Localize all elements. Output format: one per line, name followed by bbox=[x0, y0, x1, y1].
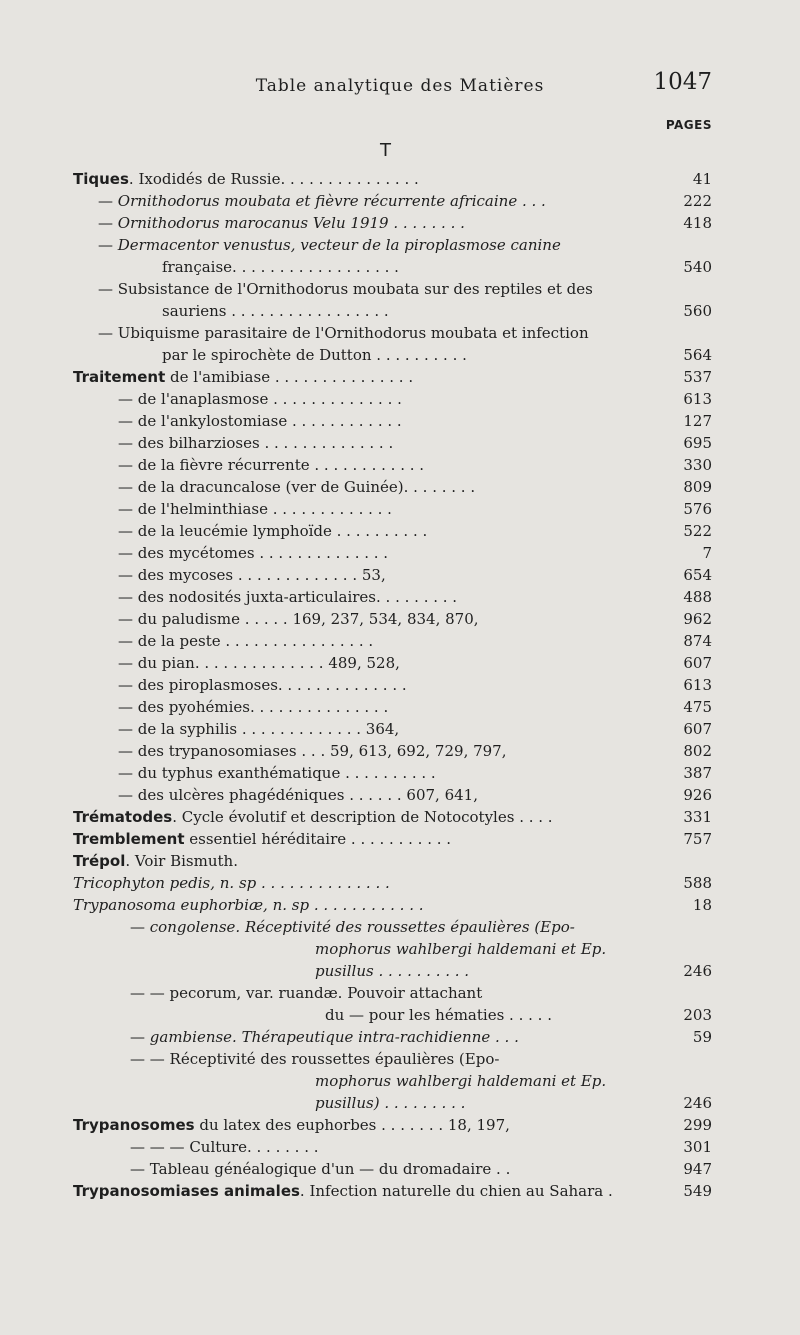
entry-text bbox=[118, 587, 642, 607]
entry-text bbox=[73, 367, 642, 387]
entry-head: Trypanosomes bbox=[73, 1116, 195, 1134]
entry-page: 540 bbox=[683, 258, 712, 276]
entry-body: des bilharzioses . . . . . . . . . . . . . . bbox=[137, 434, 394, 452]
entry-body: du typhus exanthématique . . . . . . . . . . bbox=[137, 764, 436, 782]
entry-text bbox=[315, 1071, 642, 1091]
entry-page: 537 bbox=[683, 368, 712, 386]
index-line bbox=[0, 784, 800, 806]
entry-body: — Réceptivité des roussettes épaulières (Epo- bbox=[149, 1050, 500, 1068]
entry-text bbox=[118, 433, 642, 453]
index-line bbox=[0, 674, 800, 696]
entry-page: 588 bbox=[683, 874, 712, 892]
entry-page: 613 bbox=[683, 676, 712, 694]
entry-body: de l'helminthiase . . . . . . . . . . . . . bbox=[137, 500, 392, 518]
entry-body: essentiel héréditaire . . . . . . . . . . . bbox=[184, 830, 452, 848]
index-line bbox=[0, 190, 800, 212]
entry-text bbox=[73, 873, 642, 893]
entry-body: de l'ankylostomiase . . . . . . . . . . . . bbox=[137, 412, 402, 430]
entry-head: — bbox=[118, 478, 133, 496]
entry-text bbox=[73, 1115, 642, 1135]
index-line bbox=[0, 410, 800, 432]
index-entries bbox=[0, 168, 800, 1202]
index-line bbox=[0, 872, 800, 894]
index-line bbox=[0, 1092, 800, 1114]
index-line bbox=[0, 806, 800, 828]
entry-text bbox=[98, 323, 642, 343]
entry-body: de la fièvre récurrente . . . . . . . . . . . . bbox=[137, 456, 425, 474]
entry-page: 947 bbox=[683, 1160, 712, 1178]
index-line bbox=[0, 234, 800, 256]
entry-page: 607 bbox=[683, 654, 712, 672]
pages-column-label: PAGES bbox=[665, 118, 712, 132]
index-line bbox=[0, 916, 800, 938]
entry-page: 802 bbox=[683, 742, 712, 760]
entry-head: — bbox=[118, 764, 133, 782]
index-line bbox=[0, 1026, 800, 1048]
entry-text bbox=[118, 741, 642, 761]
page-number: 1047 bbox=[653, 69, 712, 95]
index-line bbox=[0, 894, 800, 916]
entry-text bbox=[130, 917, 642, 937]
index-line bbox=[0, 520, 800, 542]
entry-page: 607 bbox=[683, 720, 712, 738]
entry-text bbox=[118, 389, 642, 409]
entry-page: 330 bbox=[683, 456, 712, 474]
entry-text bbox=[118, 763, 642, 783]
entry-body: des piroplasmoses. . . . . . . . . . . . . . bbox=[137, 676, 407, 694]
entry-page: 203 bbox=[683, 1006, 712, 1024]
entry-text bbox=[73, 169, 642, 189]
index-line bbox=[0, 982, 800, 1004]
entry-text bbox=[73, 1181, 642, 1201]
index-line bbox=[0, 652, 800, 674]
index-line bbox=[0, 630, 800, 652]
index-line bbox=[0, 740, 800, 762]
entry-page: 549 bbox=[683, 1182, 712, 1200]
entry-text bbox=[98, 279, 642, 299]
entry-page: 757 bbox=[683, 830, 712, 848]
entry-head: — bbox=[118, 654, 133, 672]
index-line bbox=[0, 542, 800, 564]
entry-head: — bbox=[98, 192, 113, 210]
entry-head: — bbox=[98, 324, 113, 342]
entry-page: 301 bbox=[683, 1138, 712, 1156]
entry-body: de l'amibiase . . . . . . . . . . . . . . . bbox=[165, 368, 414, 386]
index-line bbox=[0, 1180, 800, 1202]
entry-text bbox=[118, 543, 642, 563]
entry-body: congolense. Réceptivité des roussettes épaulières (Epo- bbox=[149, 918, 575, 936]
entry-text bbox=[118, 455, 642, 475]
entry-page: 576 bbox=[683, 500, 712, 518]
index-line bbox=[0, 168, 800, 190]
entry-text bbox=[130, 1137, 642, 1157]
entry-text bbox=[118, 411, 642, 431]
entry-page: 809 bbox=[683, 478, 712, 496]
entry-text bbox=[98, 235, 642, 255]
entry-body: française. . . . . . . . . . . . . . . . . . bbox=[162, 258, 399, 276]
entry-page: 7 bbox=[702, 544, 712, 562]
entry-page: 59 bbox=[692, 1028, 712, 1046]
entry-head: — bbox=[130, 984, 145, 1002]
entry-head: — bbox=[118, 434, 133, 452]
entry-head: — bbox=[118, 456, 133, 474]
entry-body: . Ixodidés de Russie. . . . . . . . . . . . . . . bbox=[128, 170, 419, 188]
entry-head: — bbox=[118, 742, 133, 760]
index-line bbox=[0, 1136, 800, 1158]
entry-page: 18 bbox=[692, 896, 712, 914]
entry-page: 418 bbox=[683, 214, 712, 232]
index-line bbox=[0, 564, 800, 586]
entry-body: Ornithodorus marocanus Velu 1919 . . . . . . . . bbox=[117, 214, 465, 232]
entry-body: par le spirochète de Dutton . . . . . . . . . . bbox=[162, 346, 467, 364]
index-line bbox=[0, 256, 800, 278]
entry-head: — bbox=[130, 1138, 145, 1156]
entry-body: — — Culture. . . . . . . . bbox=[149, 1138, 319, 1156]
entry-text bbox=[315, 939, 642, 959]
entry-head: — bbox=[118, 786, 133, 804]
entry-text bbox=[118, 477, 642, 497]
entry-body: mophorus wahlbergi haldemani et Ep. bbox=[315, 1072, 607, 1090]
index-line bbox=[0, 366, 800, 388]
entry-body: . Infection naturelle du chien au Sahara . bbox=[299, 1182, 613, 1200]
entry-text bbox=[118, 609, 642, 629]
entry-head: — bbox=[118, 698, 133, 716]
entry-body: de la leucémie lymphoïde . . . . . . . . . . bbox=[137, 522, 428, 540]
entry-page: 962 bbox=[683, 610, 712, 628]
index-line bbox=[0, 300, 800, 322]
entry-body: sauriens . . . . . . . . . . . . . . . . . bbox=[162, 302, 389, 320]
entry-head: Traitement bbox=[73, 368, 166, 386]
entry-body: du pian. . . . . . . . . . . . . . 489, 528, bbox=[137, 654, 400, 672]
entry-head: — bbox=[118, 566, 133, 584]
entry-text bbox=[118, 499, 642, 519]
index-line bbox=[0, 1114, 800, 1136]
entry-head: — bbox=[98, 236, 113, 254]
entry-head: — bbox=[118, 676, 133, 694]
entry-head: — bbox=[118, 412, 133, 430]
index-line bbox=[0, 476, 800, 498]
index-line bbox=[0, 718, 800, 740]
entry-page: 222 bbox=[683, 192, 712, 210]
entry-body: Dermacentor venustus, vecteur de la piroplasmose canine bbox=[117, 236, 561, 254]
entry-head: Tiques bbox=[73, 170, 129, 188]
entry-text bbox=[315, 1093, 642, 1113]
entry-head: — bbox=[118, 588, 133, 606]
entry-text bbox=[315, 961, 642, 981]
entry-text bbox=[73, 829, 642, 849]
index-line bbox=[0, 432, 800, 454]
entry-page: 564 bbox=[683, 346, 712, 364]
entry-text bbox=[162, 301, 642, 321]
index-line bbox=[0, 828, 800, 850]
entry-text bbox=[130, 983, 642, 1003]
entry-text bbox=[130, 1027, 642, 1047]
entry-body: Ornithodorus moubata et fièvre récurrente africaine . . . bbox=[117, 192, 546, 210]
entry-head: — bbox=[118, 544, 133, 562]
index-line bbox=[0, 960, 800, 982]
entry-body: du latex des euphorbes . . . . . . . 18, 197, bbox=[194, 1116, 510, 1134]
entry-page: 331 bbox=[683, 808, 712, 826]
entry-body: — pecorum, var. ruandæ. Pouvoir attachant bbox=[149, 984, 483, 1002]
entry-page: 654 bbox=[683, 566, 712, 584]
entry-body: des trypanosomiases . . . 59, 613, 692, 729, 797, bbox=[137, 742, 507, 760]
index-line bbox=[0, 1158, 800, 1180]
entry-body: des mycoses . . . . . . . . . . . . . 53, bbox=[137, 566, 386, 584]
entry-text bbox=[118, 521, 642, 541]
index-line bbox=[0, 1004, 800, 1026]
entry-body: . Voir Bismuth. bbox=[125, 852, 238, 870]
entry-head: Tremblement bbox=[73, 830, 185, 848]
entry-body: des ulcères phagédéniques . . . . . . 607, 641, bbox=[137, 786, 478, 804]
entry-head: — bbox=[118, 522, 133, 540]
index-line bbox=[0, 586, 800, 608]
index-line bbox=[0, 212, 800, 234]
entry-text bbox=[98, 213, 642, 233]
entry-text bbox=[118, 631, 642, 651]
entry-text bbox=[325, 1005, 642, 1025]
entry-body: Trypanosoma euphorbiæ, n. sp . . . . . . . . . . . . bbox=[73, 896, 424, 914]
entry-body: gambiense. Thérapeutique intra-rachidienne . . . bbox=[149, 1028, 519, 1046]
running-header: Table analytique des Matières bbox=[255, 76, 545, 96]
entry-head: — bbox=[118, 390, 133, 408]
entry-body: de l'anaplasmose . . . . . . . . . . . . . . bbox=[137, 390, 402, 408]
entry-body: mophorus wahlbergi haldemani et Ep. bbox=[315, 940, 607, 958]
entry-body: de la dracuncalose (ver de Guinée). . . . . . . . bbox=[137, 478, 476, 496]
entry-head: — bbox=[118, 500, 133, 518]
entry-body: des mycétomes . . . . . . . . . . . . . . bbox=[137, 544, 389, 562]
entry-head: — bbox=[130, 1028, 145, 1046]
index-line bbox=[0, 322, 800, 344]
entry-page: 695 bbox=[683, 434, 712, 452]
index-line bbox=[0, 388, 800, 410]
entry-page: 387 bbox=[683, 764, 712, 782]
entry-text bbox=[118, 697, 642, 717]
entry-page: 127 bbox=[683, 412, 712, 430]
index-line bbox=[0, 278, 800, 300]
entry-text bbox=[73, 807, 642, 827]
entry-head: — bbox=[118, 610, 133, 628]
entry-head: — bbox=[118, 632, 133, 650]
entry-text bbox=[130, 1159, 642, 1179]
entry-page: 475 bbox=[683, 698, 712, 716]
entry-text bbox=[118, 565, 642, 585]
section-letter: T bbox=[380, 140, 391, 161]
entry-body: du — pour les hématies . . . . . bbox=[325, 1006, 552, 1024]
entry-text bbox=[118, 785, 642, 805]
entry-head: — bbox=[98, 214, 113, 232]
entry-page: 246 bbox=[683, 962, 712, 980]
entry-body: Ubiquisme parasitaire de l'Ornithodorus moubata et infection bbox=[117, 324, 589, 342]
entry-page: 299 bbox=[683, 1116, 712, 1134]
entry-page: 874 bbox=[683, 632, 712, 650]
entry-body: de la peste . . . . . . . . . . . . . . . . bbox=[137, 632, 374, 650]
entry-text bbox=[162, 345, 642, 365]
entry-body: pusillus . . . . . . . . . . bbox=[315, 962, 470, 980]
entry-head: Trépol bbox=[73, 852, 126, 870]
entry-text bbox=[130, 1049, 642, 1069]
entry-head: — bbox=[130, 1050, 145, 1068]
entry-body: des pyohémies. . . . . . . . . . . . . . . bbox=[137, 698, 389, 716]
entry-body: des nodosités juxta-articulaires. . . . . . . . . bbox=[137, 588, 458, 606]
entry-text bbox=[162, 257, 642, 277]
entry-head: Trématodes bbox=[73, 808, 173, 826]
entry-body: de la syphilis . . . . . . . . . . . . . 364, bbox=[137, 720, 400, 738]
entry-page: 41 bbox=[692, 170, 712, 188]
entry-page: 246 bbox=[683, 1094, 712, 1112]
index-line bbox=[0, 850, 800, 872]
index-line bbox=[0, 1070, 800, 1092]
entry-head: — bbox=[130, 1160, 145, 1178]
entry-head: — bbox=[118, 720, 133, 738]
index-line bbox=[0, 762, 800, 784]
entry-page: 488 bbox=[683, 588, 712, 606]
index-line bbox=[0, 1048, 800, 1070]
entry-body: . Cycle évolutif et description de Notocotyles . . . . bbox=[172, 808, 553, 826]
index-line bbox=[0, 344, 800, 366]
entry-page: 926 bbox=[683, 786, 712, 804]
entry-text bbox=[73, 895, 642, 915]
index-line bbox=[0, 498, 800, 520]
entry-page: 560 bbox=[683, 302, 712, 320]
entry-body: Tricophyton pedis, n. sp . . . . . . . . . . . . . . bbox=[73, 874, 390, 892]
entry-body: du paludisme . . . . . 169, 237, 534, 834, 870, bbox=[137, 610, 479, 628]
entry-text bbox=[118, 719, 642, 739]
entry-text bbox=[98, 191, 642, 211]
entry-text bbox=[118, 653, 642, 673]
entry-head: Trypanosomiases animales bbox=[73, 1182, 300, 1200]
index-line bbox=[0, 454, 800, 476]
entry-head: — bbox=[130, 918, 145, 936]
entry-page: 522 bbox=[683, 522, 712, 540]
entry-text bbox=[118, 675, 642, 695]
entry-body: Subsistance de l'Ornithodorus moubata sur des reptiles et des bbox=[117, 280, 593, 298]
index-line bbox=[0, 938, 800, 960]
entry-text bbox=[73, 851, 642, 871]
entry-head: — bbox=[98, 280, 113, 298]
index-line bbox=[0, 696, 800, 718]
entry-body: pusillus) . . . . . . . . . bbox=[315, 1094, 466, 1112]
entry-body: Tableau généalogique d'un — du dromadaire . . bbox=[149, 1160, 511, 1178]
index-line bbox=[0, 608, 800, 630]
entry-page: 613 bbox=[683, 390, 712, 408]
